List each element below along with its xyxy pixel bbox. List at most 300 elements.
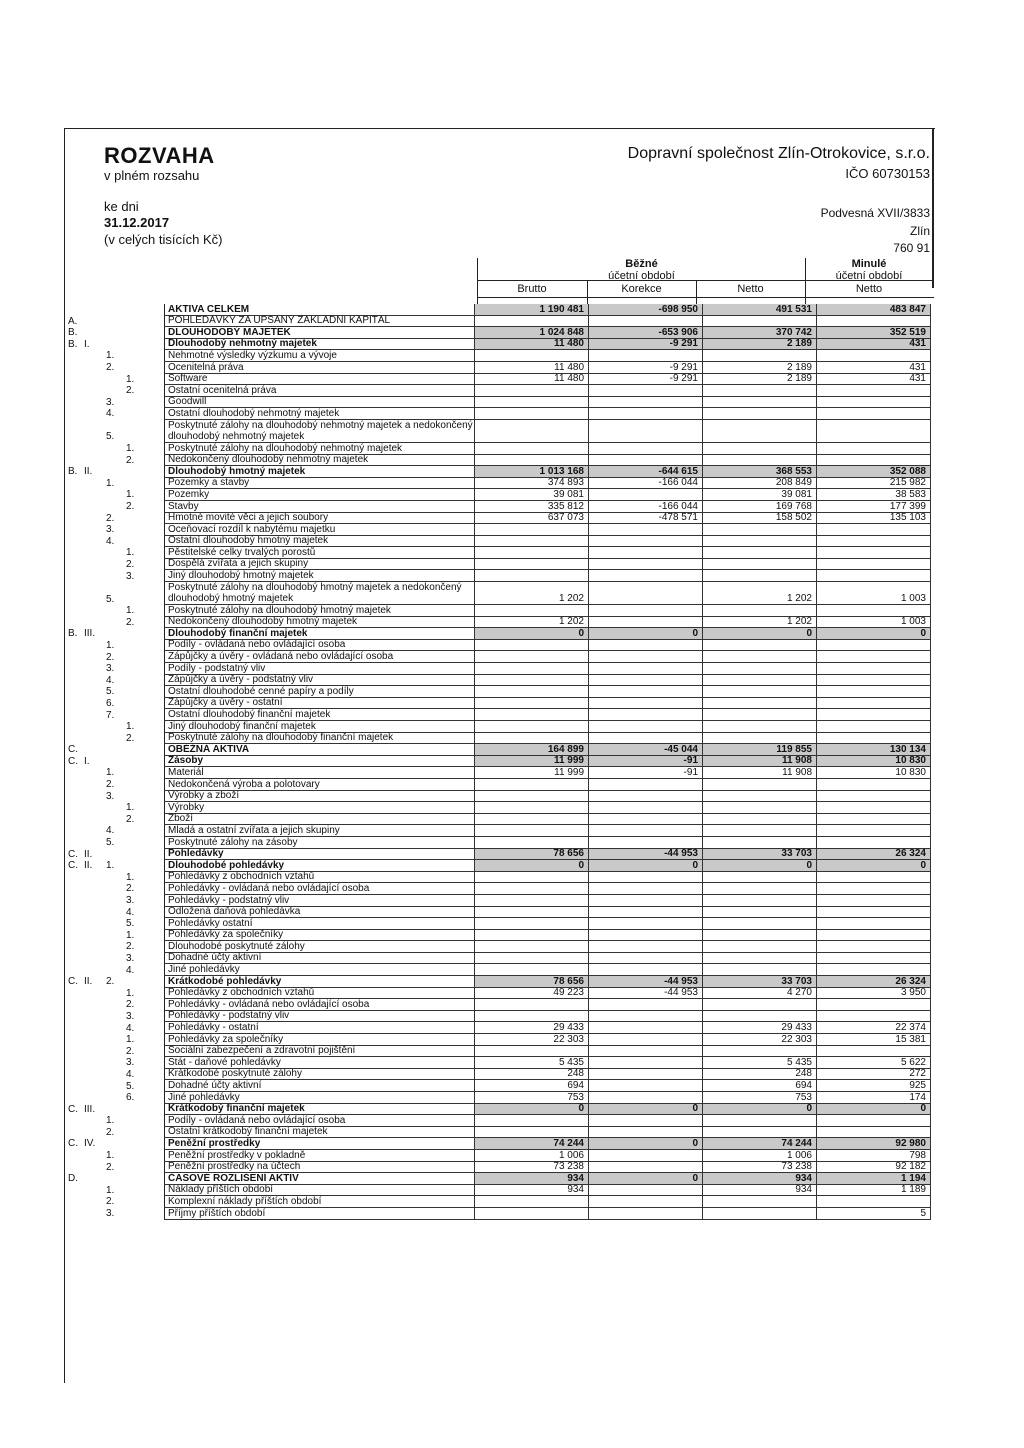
cell-brutto [475,1010,589,1022]
table-row [64,408,931,420]
cell-korekce [589,350,703,362]
table-row [64,524,931,536]
row-index [64,1103,165,1115]
row-label-text: Poskytnuté zálohy na dlouhodobý nehmotný majetek [168,442,403,454]
cell-brutto: 22 303 [475,1034,589,1046]
cell-brutto [475,419,589,442]
row-index [64,1010,165,1022]
row-index-d: 6. [126,1092,135,1104]
cell-korekce [589,1068,703,1080]
row-label-text: Zásoby [168,755,204,767]
row-index [64,1138,165,1150]
row-index [64,802,165,814]
row-index-d: 2. [126,454,135,466]
cell-brutto: 11 480 [475,373,589,385]
row-index-c: 1. [106,350,115,362]
cell-netto [703,1115,817,1127]
cell-netto-prev [817,929,931,941]
row-label-text: Hmotné movité věci a jejich soubory [168,512,329,524]
current-period-label-2: účetní období [608,270,675,282]
cell-netto: 2 189 [703,361,817,373]
table-row [64,999,931,1011]
cell-brutto: 637 073 [475,512,589,524]
cell-brutto: 1 013 168 [475,466,589,478]
table-row [64,500,931,512]
row-index [64,860,165,872]
cell-netto-prev [817,419,931,442]
row-index-c: 2. [106,1196,115,1208]
row-label-text: Goodwill [168,396,207,408]
row-index-c: 2. [106,651,115,663]
row-label [165,651,475,663]
row-index-a: B. [68,466,78,478]
table-row [64,1057,931,1069]
row-index-d: 3. [126,952,135,964]
row-label-text: Pohledávky - podstatný vliv [168,894,290,906]
row-label [165,836,475,848]
cell-netto-prev: 925 [817,1080,931,1092]
row-label-text: Poskytnuté zálohy na dlouhodobý hmotný majetek [168,604,391,616]
cell-korekce [589,1010,703,1022]
row-index [64,315,165,327]
cell-brutto: 11 480 [475,361,589,373]
cell-netto-prev: 15 381 [817,1034,931,1046]
cell-brutto: 1 190 481 [475,304,589,315]
row-label [165,605,475,617]
cell-netto-prev [817,778,931,790]
cell-netto-prev [817,1115,931,1127]
cell-netto: 0 [703,1103,817,1115]
table-row [64,964,931,976]
row-label [165,327,475,339]
cell-netto: 368 553 [703,466,817,478]
cell-brutto [475,732,589,744]
row-index-c: 1. [106,860,115,872]
cell-netto-prev: 92 980 [817,1138,931,1150]
cell-netto: 491 531 [703,304,817,315]
row-label [165,1022,475,1034]
row-index [64,976,165,988]
cell-netto-prev: 3 950 [817,987,931,999]
table-row [64,918,931,930]
row-index [64,1207,165,1219]
row-index-b: II. [84,976,93,988]
cell-brutto [475,315,589,327]
row-index [64,361,165,373]
cell-brutto [475,941,589,953]
cell-korekce [589,1045,703,1057]
row-index [64,941,165,953]
cell-netto-prev [817,721,931,733]
row-index-d: 1. [126,987,135,999]
cell-brutto [475,906,589,918]
cell-netto [703,350,817,362]
cell-brutto [475,952,589,964]
cell-netto-prev: 431 [817,373,931,385]
cell-netto-prev: 92 182 [817,1161,931,1173]
row-label [165,686,475,698]
cell-korekce [589,1196,703,1208]
cell-brutto [475,1115,589,1127]
row-label-text: Ostatní dlouhodobé cenné papíry a podíly [168,685,354,697]
row-index [64,1161,165,1173]
row-label-text: Pohledávky z obchodních vztahů [168,987,315,999]
row-index-c: 1. [106,1115,115,1127]
table-row [64,1092,931,1104]
cell-netto [703,408,817,420]
table-row [64,1126,931,1138]
table-row [64,1080,931,1092]
table-row [64,1103,931,1115]
row-index-a: B. [68,338,78,350]
cell-netto-prev [817,894,931,906]
row-index-c: 4. [106,535,115,547]
row-label [165,454,475,466]
row-index [64,1173,165,1185]
row-label-text: Zápůjčky a úvěry - ovládaná nebo ovládající osoba [168,651,394,663]
row-index-c: 6. [106,697,115,709]
cell-netto [703,663,817,675]
cell-korekce [589,547,703,559]
row-label-text: Pohledávky za společníky [168,1033,284,1045]
cell-netto: 119 855 [703,744,817,756]
cell-brutto [475,825,589,837]
row-label [165,999,475,1011]
cell-brutto: 1 202 [475,582,589,605]
cell-netto-prev [817,1126,931,1138]
row-index [64,304,165,315]
row-index [64,605,165,617]
cell-brutto [475,663,589,675]
cell-netto [703,825,817,837]
row-label-text: POHLEDÁVKY ZA UPSANÝ ZÁKLADNÍ KAPITÁL [168,315,391,327]
table-row [64,1207,931,1219]
cell-korekce [589,1092,703,1104]
table-row [64,304,931,315]
table-row [64,616,931,628]
row-index [64,836,165,848]
col-header-netto-prev: Netto [855,283,883,295]
cell-netto [703,524,817,536]
row-label-text: Příjmy příštích období [168,1207,266,1219]
row-index [64,582,165,605]
table-row [64,1161,931,1173]
cell-brutto [475,929,589,941]
row-index-d: 2. [126,941,135,953]
col-header-brutto: Brutto [517,283,547,295]
cell-korekce: -45 044 [589,744,703,756]
cell-netto: 158 502 [703,512,817,524]
row-index [64,1092,165,1104]
row-index-c: 4. [106,825,115,837]
table-row [64,1138,931,1150]
cell-netto-prev [817,686,931,698]
row-label-text: Ostatní dlouhodobý finanční majetek [168,709,331,720]
row-label [165,663,475,675]
row-label-text: Ostatní dlouhodobý nehmotný majetek [168,407,340,419]
row-label-text: Sociální zabezpečení a zdravotní pojištění [168,1045,356,1057]
cell-netto-prev [817,639,931,651]
row-index [64,1080,165,1092]
table-row [64,836,931,848]
cell-netto-prev [817,315,931,327]
cell-netto: 934 [703,1184,817,1196]
cell-korekce [589,639,703,651]
cell-netto [703,732,817,744]
row-index-c: 3. [106,663,115,675]
cell-netto-prev [817,674,931,686]
cell-netto [703,674,817,686]
cell-korekce [589,1034,703,1046]
row-index-d: 2. [126,732,135,744]
row-index-d: 1. [126,489,135,501]
row-label-text: Stavby [168,500,199,512]
table-row [64,1196,931,1208]
row-label-text: Pohledávky ostatní [168,917,253,929]
cell-brutto: 29 433 [475,1022,589,1034]
cell-korekce [589,663,703,675]
row-label [165,547,475,559]
cell-korekce [589,952,703,964]
cell-netto-prev [817,1045,931,1057]
cell-korekce [589,709,703,721]
row-index [64,477,165,489]
row-label [165,350,475,362]
cell-korekce: -653 906 [589,327,703,339]
table-row [64,373,931,385]
table-row [64,663,931,675]
cell-netto: 169 768 [703,500,817,512]
row-label-text: Pohledávky - ostatní [168,1022,259,1034]
cell-netto [703,1207,817,1219]
table-row [64,558,931,570]
row-label-text: Krátkodobý finanční majetek [168,1103,305,1115]
cell-brutto [475,385,589,397]
cell-netto: 1 202 [703,616,817,628]
row-index-c: 1. [106,767,115,779]
cell-brutto: 5 435 [475,1057,589,1069]
cell-netto-prev [817,918,931,930]
row-label-text: Poskytnuté zálohy na dlouhodobý hmotný majetek a nedokončený dlouhodobý hmotný majetek [168,582,462,605]
row-index [64,1022,165,1034]
row-label [165,628,475,640]
cell-netto-prev [817,906,931,918]
row-label [165,535,475,547]
row-label-text: ČASOVÉ ROZLIŠENÍ AKTIV [168,1172,299,1184]
row-label-text: Dlouhodobé pohledávky [168,859,285,871]
row-label [165,883,475,895]
row-index-d: 1. [126,443,135,455]
cell-brutto [475,454,589,466]
row-index-a: C. [68,976,78,988]
row-index-d: 2. [126,558,135,570]
row-label [165,1103,475,1115]
cell-netto-prev: 135 103 [817,512,931,524]
row-label-text: Podíly - ovládaná nebo ovládající osoba [168,1114,346,1126]
row-index-d: 3. [126,1010,135,1022]
row-label [165,906,475,918]
cell-brutto [475,651,589,663]
cell-brutto: 934 [475,1173,589,1185]
cell-korekce: 0 [589,1103,703,1115]
row-label [165,385,475,397]
cell-netto: 33 703 [703,848,817,860]
cell-netto-prev [817,952,931,964]
row-label-text: Software [168,373,208,385]
table-row [64,442,931,454]
cell-netto [703,651,817,663]
table-row [64,477,931,489]
row-label [165,373,475,385]
row-label [165,732,475,744]
row-label [165,524,475,536]
table-row [64,454,931,466]
cell-netto-prev [817,605,931,617]
row-label [165,1115,475,1127]
row-index-c: 5. [106,431,115,443]
row-index-b: II. [84,466,93,478]
cell-brutto [475,570,589,582]
cell-netto-prev [817,547,931,559]
row-index [64,489,165,501]
row-label-text: Poskytnuté zálohy na dlouhodobý nehmotný majetek a nedokončený dlouhodobý nehmotný majetek [168,419,473,442]
cell-netto-prev: 0 [817,860,931,872]
table-row [64,489,931,501]
row-label [165,744,475,756]
row-index-c: 1. [106,1184,115,1196]
table-row [64,802,931,814]
cell-korekce [589,732,703,744]
cell-netto-prev [817,1010,931,1022]
row-index-d: 1. [126,373,135,385]
row-label-text: Ostatní krátkodobý finanční majetek [168,1126,328,1138]
cell-netto-prev: 1 194 [817,1173,931,1185]
table-row [64,396,931,408]
row-index-a: C. [68,1103,78,1115]
row-index-c: 2. [106,1161,115,1173]
cell-netto: 694 [703,1080,817,1092]
row-label [165,778,475,790]
cell-korekce [589,1080,703,1092]
table-row [64,732,931,744]
cell-netto-prev: 5 622 [817,1057,931,1069]
cell-korekce [589,616,703,628]
table-row [64,1068,931,1080]
row-index-c: 2. [106,362,115,374]
cell-brutto [475,350,589,362]
row-index [64,639,165,651]
table-row [64,860,931,872]
row-index [64,442,165,454]
cell-netto [703,813,817,825]
cell-korekce: -478 571 [589,512,703,524]
cell-netto [703,686,817,698]
cell-brutto [475,964,589,976]
row-label-text: Oceňovací rozdíl k nabytému majetku [168,523,336,535]
row-index-d: 1. [126,721,135,733]
cell-netto: 370 742 [703,327,817,339]
table-row [64,385,931,397]
cell-brutto [475,674,589,686]
row-label [165,616,475,628]
row-index-c: 2. [106,512,115,524]
cell-korekce: -698 950 [589,304,703,315]
row-label-text: Podíly - podstatný vliv [168,662,266,674]
cell-korekce [589,1161,703,1173]
cell-netto-prev: 0 [817,628,931,640]
cell-korekce [589,894,703,906]
row-label [165,1080,475,1092]
table-row [64,778,931,790]
row-index-d: 1. [126,929,135,941]
row-index-b: I. [84,755,90,767]
row-index-a: C. [68,1138,78,1150]
cell-netto-prev [817,558,931,570]
table-row [64,1115,931,1127]
row-label [165,361,475,373]
row-index [64,628,165,640]
table-row [64,1149,931,1161]
cell-netto: 1 006 [703,1149,817,1161]
row-index [64,918,165,930]
row-index [64,929,165,941]
cell-netto [703,836,817,848]
row-index [64,964,165,976]
cell-netto [703,709,817,721]
row-index-c: 1. [106,1150,115,1162]
cell-netto-prev: 5 [817,1207,931,1219]
row-label [165,1010,475,1022]
cell-korekce: -166 044 [589,477,703,489]
row-label [165,987,475,999]
row-index [64,1068,165,1080]
cell-brutto: 11 999 [475,767,589,779]
company-ico: IČO 60730153 [845,166,930,181]
cell-netto-prev: 431 [817,361,931,373]
cell-korekce [589,419,703,442]
document-subtitle: v plném rozsahu [104,168,200,183]
row-index-d: 1. [126,605,135,617]
cell-korekce: -44 953 [589,987,703,999]
row-label-text: Pěstitelské celky trvalých porostů [168,546,316,558]
cell-brutto [475,790,589,802]
cell-brutto [475,408,589,420]
cell-korekce: -166 044 [589,500,703,512]
row-index-a: D. [68,1173,78,1185]
cell-netto-prev [817,697,931,709]
row-label-text: Podíly - ovládaná nebo ovládající osoba [168,639,346,651]
table-row [64,929,931,941]
row-index-a: B. [68,327,78,339]
row-label-text: Zboží [168,813,194,825]
row-label [165,941,475,953]
cell-korekce [589,941,703,953]
row-index-d: 5. [126,918,135,930]
row-label-text: Ostatní dlouhodobý hmotný majetek [168,535,329,547]
cell-netto-prev: 10 830 [817,755,931,767]
row-index [64,616,165,628]
row-index [64,419,165,442]
cell-netto-prev [817,408,931,420]
cell-netto: 74 244 [703,1138,817,1150]
row-index [64,535,165,547]
row-index-a: C. [68,848,78,860]
cell-brutto: 0 [475,628,589,640]
row-label [165,871,475,883]
row-label-text: Pohledávky za společníky [168,929,284,941]
table-row [64,709,931,721]
cell-korekce [589,1115,703,1127]
